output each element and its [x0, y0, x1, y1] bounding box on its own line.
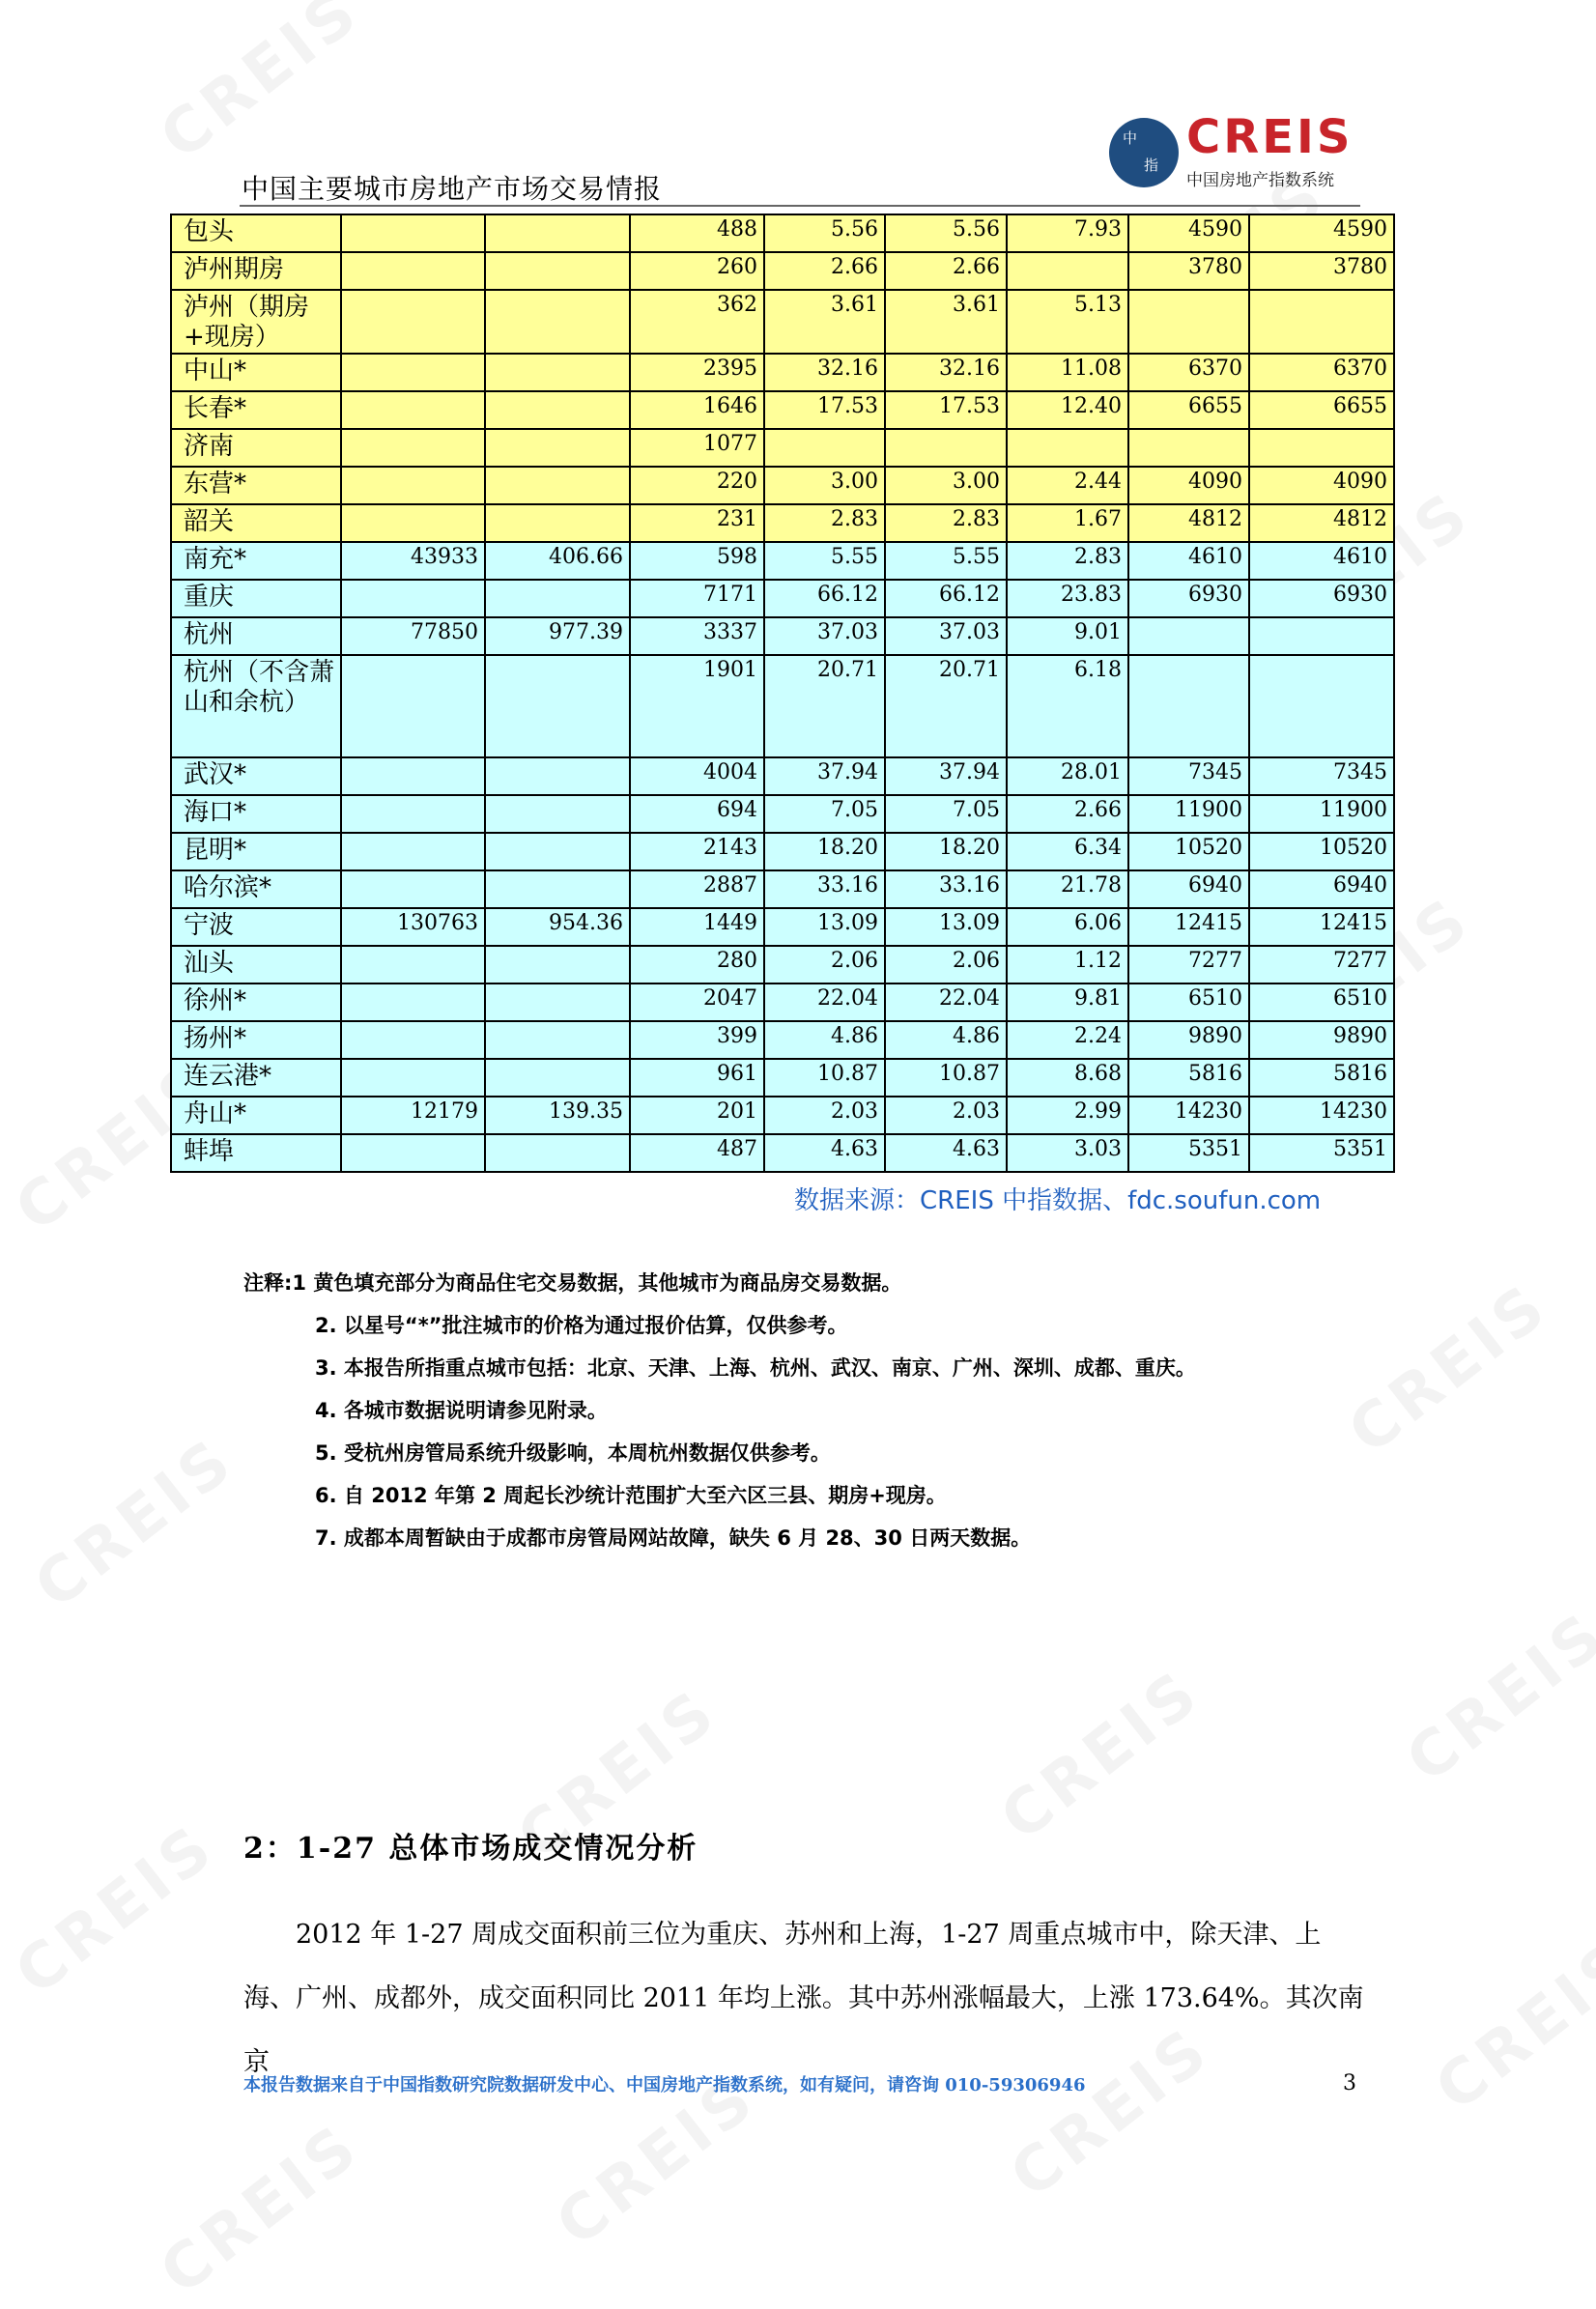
value-cell: 961	[630, 1059, 764, 1097]
value-cell: 28.01	[1007, 757, 1128, 795]
value-cell: 11.08	[1007, 354, 1128, 391]
city-cell: 徐州*	[171, 983, 341, 1021]
value-cell: 9.01	[1007, 617, 1128, 655]
value-cell: 2.03	[764, 1097, 885, 1134]
value-cell: 2047	[630, 983, 764, 1021]
city-cell: 武汉*	[171, 757, 341, 795]
value-cell: 22.04	[764, 983, 885, 1021]
value-cell: 21.78	[1007, 870, 1128, 908]
value-cell	[485, 290, 630, 354]
value-cell	[341, 833, 485, 870]
value-cell: 12.40	[1007, 391, 1128, 429]
value-cell: 139.35	[485, 1097, 630, 1134]
value-cell: 2.66	[1007, 795, 1128, 833]
table-row	[171, 1134, 1394, 1172]
city-cell: 韶关	[171, 504, 341, 542]
logo-word: CREIS	[1186, 110, 1354, 164]
value-cell: 3.00	[764, 467, 885, 504]
value-cell: 3.61	[885, 290, 1007, 354]
value-cell: 3337	[630, 617, 764, 655]
value-cell: 23.83	[1007, 580, 1128, 617]
value-cell: 977.39	[485, 617, 630, 655]
value-cell: 77850	[341, 617, 485, 655]
city-cell: 长春*	[171, 391, 341, 429]
value-cell: 5351	[1128, 1134, 1249, 1172]
table-row	[171, 1059, 1394, 1097]
value-cell: 4090	[1128, 467, 1249, 504]
table-row	[171, 542, 1394, 580]
value-cell: 10.87	[885, 1059, 1007, 1097]
value-cell: 6930	[1128, 580, 1249, 617]
table-row	[171, 252, 1394, 290]
watermark	[148, 2110, 375, 2309]
value-cell: 66.12	[885, 580, 1007, 617]
value-cell: 694	[630, 795, 764, 833]
city-cell: 汕头	[171, 946, 341, 983]
value-cell: 130763	[341, 908, 485, 946]
table-body	[171, 214, 1394, 1172]
city-cell: 杭州	[171, 617, 341, 655]
value-cell	[1007, 429, 1128, 467]
value-cell: 7.93	[1007, 214, 1128, 252]
value-cell: 2.66	[764, 252, 885, 290]
city-cell: 连云港*	[171, 1059, 341, 1097]
value-cell: 4590	[1249, 214, 1394, 252]
value-cell: 260	[630, 252, 764, 290]
value-cell: 2.83	[885, 504, 1007, 542]
value-cell: 6.18	[1007, 655, 1128, 757]
body-paragraph: 2012 年 1-27 周成交面积前三位为重庆、苏州和上海，1-27 周重点城市中，除天津、上海、广州、成都外，成交面积同比 2011 年均上涨。其中苏州涨幅最大，上涨 173.64%。其次南京	[243, 1920, 1364, 2077]
value-cell	[485, 655, 630, 757]
city-cell: 舟山*	[171, 1097, 341, 1134]
table-row	[171, 655, 1394, 757]
table-row	[171, 1021, 1394, 1059]
value-cell	[1249, 290, 1394, 354]
table-row	[171, 391, 1394, 429]
value-cell: 6370	[1128, 354, 1249, 391]
city-cell: 哈尔滨*	[171, 870, 341, 908]
footer-note: 本报告数据来自于中国指数研究院数据研发中心、中国房地产指数系统，如有疑问，请咨询 010-59306946	[243, 2075, 1086, 2095]
value-cell: 7277	[1249, 946, 1394, 983]
value-cell: 9890	[1128, 1021, 1249, 1059]
city-cell: 重庆	[171, 580, 341, 617]
value-cell	[485, 467, 630, 504]
value-cell	[341, 252, 485, 290]
value-cell: 5.55	[764, 542, 885, 580]
value-cell: 362	[630, 290, 764, 354]
watermark	[22, 1424, 249, 1623]
watermark	[3, 1810, 230, 2010]
value-cell: 5.56	[764, 214, 885, 252]
watermark	[1336, 1269, 1563, 1468]
city-cell: 扬州*	[171, 1021, 341, 1059]
value-cell: 4812	[1128, 504, 1249, 542]
watermark	[1394, 1598, 1596, 1797]
value-cell	[341, 655, 485, 757]
city-cell: 泸州期房	[171, 252, 341, 290]
value-cell: 43933	[341, 542, 485, 580]
table-row	[171, 504, 1394, 542]
watermark	[148, 0, 375, 174]
value-cell	[485, 214, 630, 252]
watermark	[1423, 1926, 1596, 2125]
value-cell: 7345	[1128, 757, 1249, 795]
value-cell	[485, 833, 630, 870]
value-cell	[341, 429, 485, 467]
value-cell: 3.00	[885, 467, 1007, 504]
value-cell: 1.12	[1007, 946, 1128, 983]
value-cell: 598	[630, 542, 764, 580]
table-row	[171, 617, 1394, 655]
value-cell: 12179	[341, 1097, 485, 1134]
table-row	[171, 908, 1394, 946]
value-cell: 4.63	[764, 1134, 885, 1172]
value-cell: 280	[630, 946, 764, 983]
value-cell: 954.36	[485, 908, 630, 946]
table-row	[171, 214, 1394, 252]
creis-logo	[1109, 110, 1354, 193]
value-cell: 2395	[630, 354, 764, 391]
value-cell	[341, 1134, 485, 1172]
value-cell: 20.71	[885, 655, 1007, 757]
value-cell: 4.63	[885, 1134, 1007, 1172]
value-cell: 6510	[1128, 983, 1249, 1021]
value-cell: 6.34	[1007, 833, 1128, 870]
value-cell	[485, 1134, 630, 1172]
value-cell: 7.05	[885, 795, 1007, 833]
value-cell: 6.06	[1007, 908, 1128, 946]
value-cell	[485, 1059, 630, 1097]
value-cell	[485, 757, 630, 795]
note-item: 5. 受杭州房管局系统升级影响，本周杭州数据仅供参考。	[315, 1441, 831, 1465]
table-row	[171, 757, 1394, 795]
value-cell: 4610	[1128, 542, 1249, 580]
value-cell	[341, 870, 485, 908]
value-cell: 5.13	[1007, 290, 1128, 354]
value-cell: 37.03	[764, 617, 885, 655]
value-cell: 2.66	[885, 252, 1007, 290]
value-cell: 10520	[1249, 833, 1394, 870]
value-cell	[341, 504, 485, 542]
value-cell: 7171	[630, 580, 764, 617]
value-cell: 37.03	[885, 617, 1007, 655]
note-item: 2. 以星号“*”批注城市的价格为通过报价估算，仅供参考。	[315, 1314, 848, 1337]
value-cell	[341, 391, 485, 429]
table-row	[171, 580, 1394, 617]
value-cell: 7277	[1128, 946, 1249, 983]
value-cell	[485, 1021, 630, 1059]
city-cell: 昆明*	[171, 833, 341, 870]
value-cell	[485, 429, 630, 467]
city-cell: 泸州（期房+现房）	[171, 290, 341, 354]
value-cell: 6370	[1249, 354, 1394, 391]
value-cell: 2.06	[764, 946, 885, 983]
value-cell	[1007, 252, 1128, 290]
value-cell: 220	[630, 467, 764, 504]
value-cell	[485, 354, 630, 391]
header-rule	[240, 205, 1360, 207]
logo-disc-char-top: 中	[1123, 129, 1138, 147]
value-cell: 37.94	[764, 757, 885, 795]
value-cell: 5816	[1249, 1059, 1394, 1097]
value-cell	[341, 983, 485, 1021]
city-cell: 济南	[171, 429, 341, 467]
table-row	[171, 354, 1394, 391]
value-cell: 2.24	[1007, 1021, 1128, 1059]
value-cell: 2.99	[1007, 1097, 1128, 1134]
value-cell	[764, 429, 885, 467]
value-cell	[485, 391, 630, 429]
city-data-table	[170, 214, 1395, 1173]
value-cell	[1128, 655, 1249, 757]
table-row	[171, 833, 1394, 870]
value-cell	[485, 795, 630, 833]
value-cell: 2.03	[885, 1097, 1007, 1134]
value-cell	[1249, 429, 1394, 467]
value-cell: 2143	[630, 833, 764, 870]
value-cell: 9890	[1249, 1021, 1394, 1059]
note-item: 注释:1 黄色填充部分为商品住宅交易数据，其他城市为商品房交易数据。	[243, 1271, 902, 1295]
city-cell: 宁波	[171, 908, 341, 946]
value-cell: 14230	[1128, 1097, 1249, 1134]
value-cell: 10520	[1128, 833, 1249, 870]
table-row	[171, 290, 1394, 354]
value-cell: 8.68	[1007, 1059, 1128, 1097]
city-cell: 海口*	[171, 795, 341, 833]
value-cell: 6930	[1249, 580, 1394, 617]
note-item: 3. 本报告所指重点城市包括：北京、天津、上海、杭州、武汉、南京、广州、深圳、成都、重庆。	[315, 1356, 1196, 1380]
value-cell: 5351	[1249, 1134, 1394, 1172]
watermark	[988, 1656, 1215, 1855]
value-cell: 18.20	[764, 833, 885, 870]
value-cell: 7.05	[764, 795, 885, 833]
value-cell	[485, 504, 630, 542]
table-row	[171, 983, 1394, 1021]
city-cell: 蚌埠	[171, 1134, 341, 1172]
value-cell: 13.09	[885, 908, 1007, 946]
value-cell: 22.04	[885, 983, 1007, 1021]
value-cell: 66.12	[764, 580, 885, 617]
value-cell: 2.44	[1007, 467, 1128, 504]
value-cell: 488	[630, 214, 764, 252]
value-cell: 12415	[1128, 908, 1249, 946]
value-cell: 17.53	[885, 391, 1007, 429]
value-cell: 4590	[1128, 214, 1249, 252]
value-cell	[1128, 290, 1249, 354]
data-source: 数据来源：CREIS 中指数据、fdc.soufun.com	[794, 1186, 1322, 1215]
value-cell: 2.83	[1007, 542, 1128, 580]
city-cell: 包头	[171, 214, 341, 252]
value-cell: 2.06	[885, 946, 1007, 983]
value-cell: 3780	[1128, 252, 1249, 290]
value-cell: 3.61	[764, 290, 885, 354]
value-cell	[341, 580, 485, 617]
value-cell: 7345	[1249, 757, 1394, 795]
table-row	[171, 467, 1394, 504]
body-text	[243, 1903, 1364, 2095]
value-cell: 4.86	[764, 1021, 885, 1059]
value-cell	[1249, 617, 1394, 655]
city-cell: 东营*	[171, 467, 341, 504]
value-cell: 32.16	[885, 354, 1007, 391]
value-cell: 13.09	[764, 908, 885, 946]
value-cell	[341, 946, 485, 983]
value-cell	[485, 983, 630, 1021]
value-cell: 9.81	[1007, 983, 1128, 1021]
value-cell: 4610	[1249, 542, 1394, 580]
note-item: 4. 各城市数据说明请参见附录。	[315, 1399, 608, 1422]
value-cell: 12415	[1249, 908, 1394, 946]
value-cell: 487	[630, 1134, 764, 1172]
value-cell: 231	[630, 504, 764, 542]
table-row	[171, 795, 1394, 833]
value-cell	[485, 580, 630, 617]
value-cell	[341, 1059, 485, 1097]
value-cell: 5.56	[885, 214, 1007, 252]
header-title: 中国主要城市房地产市场交易情报	[242, 173, 663, 205]
section-heading: 2：1-27 总体市场成交情况分析	[243, 1832, 698, 1866]
value-cell: 4.86	[885, 1021, 1007, 1059]
value-cell: 5816	[1128, 1059, 1249, 1097]
value-cell: 4812	[1249, 504, 1394, 542]
value-cell: 5.55	[885, 542, 1007, 580]
value-cell: 3780	[1249, 252, 1394, 290]
value-cell	[485, 870, 630, 908]
value-cell: 32.16	[764, 354, 885, 391]
value-cell	[341, 354, 485, 391]
value-cell: 1.67	[1007, 504, 1128, 542]
value-cell: 6655	[1128, 391, 1249, 429]
value-cell	[341, 1021, 485, 1059]
note-item: 7. 成都本周暂缺由于成都市房管局网站故障，缺失 6 月 28、30 日两天数据。	[315, 1526, 1032, 1550]
value-cell	[1128, 617, 1249, 655]
city-cell: 杭州（不含萧山和余杭）	[171, 655, 341, 757]
value-cell: 2887	[630, 870, 764, 908]
value-cell	[885, 429, 1007, 467]
value-cell: 1901	[630, 655, 764, 757]
table-row	[171, 1097, 1394, 1134]
city-cell: 中山*	[171, 354, 341, 391]
value-cell: 18.20	[885, 833, 1007, 870]
table-row	[171, 429, 1394, 467]
value-cell	[485, 946, 630, 983]
value-cell: 6655	[1249, 391, 1394, 429]
value-cell: 10.87	[764, 1059, 885, 1097]
value-cell: 1077	[630, 429, 764, 467]
logo-disc-char-bottom: 指	[1144, 157, 1159, 174]
value-cell: 20.71	[764, 655, 885, 757]
value-cell: 6940	[1128, 870, 1249, 908]
value-cell	[341, 467, 485, 504]
value-cell: 399	[630, 1021, 764, 1059]
value-cell: 1646	[630, 391, 764, 429]
value-cell: 17.53	[764, 391, 885, 429]
logo-disc-icon	[1109, 118, 1179, 187]
value-cell: 2.83	[764, 504, 885, 542]
value-cell: 6940	[1249, 870, 1394, 908]
note-item: 6. 自 2012 年第 2 周起长沙统计范围扩大至六区三县、期房+现房。	[315, 1484, 947, 1507]
city-cell: 南充*	[171, 542, 341, 580]
value-cell: 4090	[1249, 467, 1394, 504]
value-cell: 11900	[1128, 795, 1249, 833]
value-cell	[1128, 429, 1249, 467]
table-row	[171, 870, 1394, 908]
value-cell: 201	[630, 1097, 764, 1134]
value-cell	[1249, 655, 1394, 757]
value-cell: 37.94	[885, 757, 1007, 795]
value-cell	[485, 252, 630, 290]
value-cell: 3.03	[1007, 1134, 1128, 1172]
value-cell	[341, 290, 485, 354]
value-cell: 33.16	[885, 870, 1007, 908]
value-cell: 1449	[630, 908, 764, 946]
value-cell: 11900	[1249, 795, 1394, 833]
value-cell: 33.16	[764, 870, 885, 908]
value-cell	[341, 214, 485, 252]
page-number: 3	[1343, 2071, 1356, 2095]
value-cell: 14230	[1249, 1097, 1394, 1134]
notes	[243, 1262, 1196, 1559]
value-cell: 406.66	[485, 542, 630, 580]
table-row	[171, 946, 1394, 983]
logo-subtitle: 中国房地产指数系统	[1186, 171, 1334, 190]
value-cell: 4004	[630, 757, 764, 795]
value-cell	[341, 795, 485, 833]
value-cell: 6510	[1249, 983, 1394, 1021]
value-cell	[341, 757, 485, 795]
